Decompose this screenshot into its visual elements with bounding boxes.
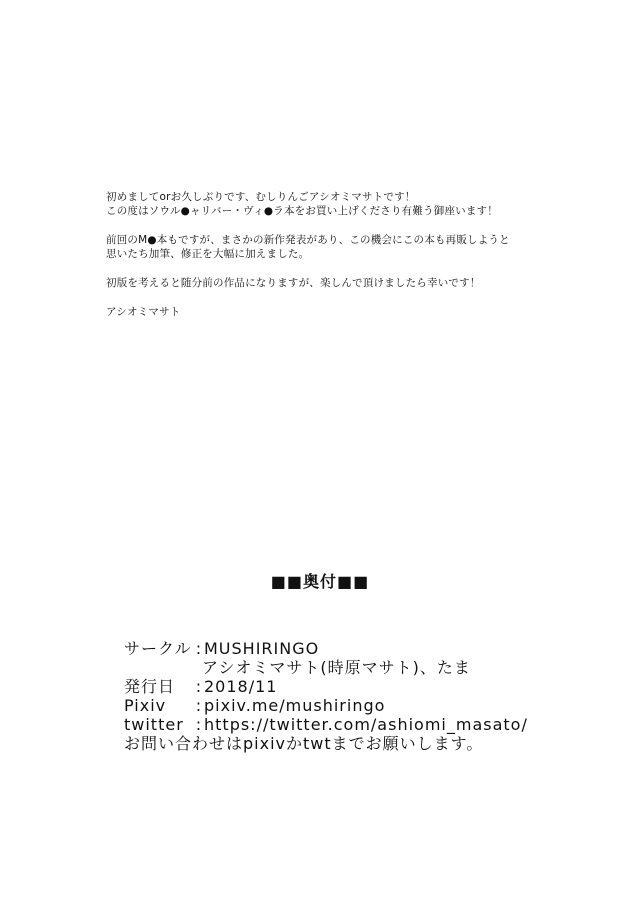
afterword-signature <box>106 305 606 319</box>
circle-row <box>124 639 624 658</box>
date-label: 発行日 <box>124 677 176 696</box>
pixiv-row <box>124 696 624 715</box>
separator: : <box>195 639 203 658</box>
afterword-paragraph <box>106 276 606 290</box>
authors-row <box>124 658 624 677</box>
contact-row <box>124 734 624 753</box>
date-value: 2018/11 <box>204 677 278 696</box>
afterword-paragraph <box>106 190 606 218</box>
contact-text: お問い合わせはpixivかtwtまでお願いします。 <box>124 734 484 753</box>
circle-value: MUSHIRINGO <box>204 639 320 658</box>
afterword-line: 初めましてorお久しぶりです、むしりんごアシオミマサトです！ <box>106 191 416 203</box>
circle-label: サークル <box>124 639 192 658</box>
authors-value: アシオミマサト(時原マサト)、たま <box>202 658 471 677</box>
afterword-line: 初版を考えると随分前の作品になりますが、楽しんで頂けましたら幸いです！ <box>106 277 481 289</box>
afterword-line: 思いたち加筆、修正を大幅に加えました。 <box>106 248 310 260</box>
twitter-row <box>124 715 624 734</box>
pixiv-value: pixiv.me/mushiringo <box>204 696 386 715</box>
date-row <box>124 677 624 696</box>
afterword-line: アシオミマサト <box>106 306 181 318</box>
afterword <box>106 190 606 334</box>
afterword-line: この度はソウル●ャリバー・ヴィ●ラ本をお買い上げくださり有難う御座います！ <box>106 205 498 217</box>
colophon-title: ■■奥付■■ <box>270 572 370 591</box>
afterword-line: 前回のM●本もですが、まさかの新作発表があり、この機会にこの本も再販しようと <box>106 234 510 246</box>
colophon <box>124 639 624 753</box>
separator: : <box>195 696 203 715</box>
pixiv-label: Pixiv <box>124 696 167 715</box>
twitter-label: twitter <box>124 715 184 734</box>
twitter-value: https://twitter.com/ashiomi_masato/ <box>204 715 528 734</box>
separator: : <box>195 715 203 734</box>
separator: : <box>195 677 203 696</box>
afterword-paragraph <box>106 233 606 261</box>
